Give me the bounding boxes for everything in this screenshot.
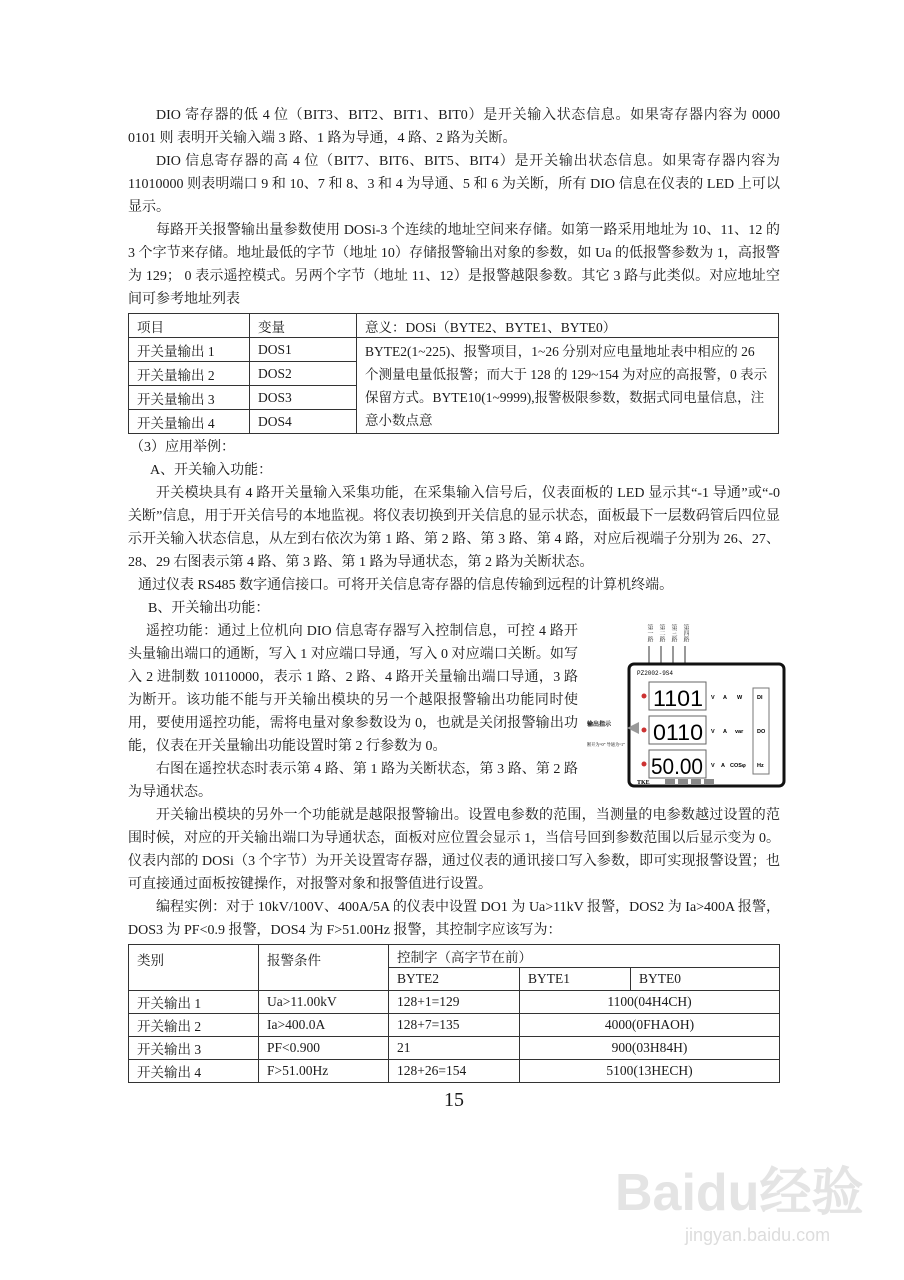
cell: 开关量输出 2 (129, 362, 250, 386)
header-cell: 控制字（高字节在前） (389, 945, 780, 968)
paragraph-alarm-output: 开关输出模块的另外一个功能就是越限报警输出。设置电参数的范围，当测量的电参数越过设置的范围时候，对应的开关输出端口为导通状态，面板对应位置会显示 1，当信号回到参数范围以后显示变为 0。仪表内部的 DOSi（3 个字节）为开关设置寄存器，通过仪表的通讯接口写入参数，即可实现报警设置；也可直接通过面板按键操作，对报警对象和报警值进行设置。 (128, 808, 780, 892)
display-value: 0110 (653, 720, 703, 745)
header-cell: BYTE2 (389, 968, 520, 991)
header-cell: BYTE1 (520, 968, 631, 991)
paragraph-remote-control: 遥控功能：通过上位机向 DIO 信息寄存器写入控制信息，可控 4 路开头量输出端口的通断，写入 1 对应端口导通，写入 0 对应端口关断。如写入 2 进制数 10110000，表示 1 路、2 路、4 路开关量输出端口导通，3 路为断开。该功能不能与开关输出模块的另一个越限报警输出功能同时使用，要使用遥控功能，需将电量对象参数设为 0，也就是关闭报警输出功能，仪表在开关量输出功能设置时第 2 行参数为 0。 (128, 624, 578, 754)
output-indicator-note: 断开为“0” 导通为“1” (587, 742, 628, 747)
svg-text:V: V (711, 763, 715, 769)
table-row: 开关输出 3 PF<0.900 21 900(03H84H) (129, 1037, 780, 1060)
paragraph-rs485: 通过仪表 RS485 数字通信接口。可将开关信息寄存器的信息传输到远程的计算机终端。 (138, 578, 674, 593)
control-word-table (128, 944, 780, 1083)
svg-text:V: V (711, 695, 715, 701)
header-cell: BYTE0 (631, 968, 780, 991)
svg-text:Hz: Hz (757, 763, 764, 769)
svg-text:A: A (723, 729, 727, 735)
header-cell: 意义：DOSi（BYTE2、BYTE1、BYTE0） (357, 314, 779, 338)
cell: DOS3 (250, 386, 357, 410)
meter-brand: TKE (637, 780, 650, 786)
section-heading-3: （3）应用举例： (130, 440, 235, 455)
channel-label: 第二路 (658, 624, 664, 642)
meter-model: PZ2002-9S4 (637, 670, 674, 677)
cell: 开关量输出 4 (129, 410, 250, 434)
svg-text:DI: DI (757, 695, 763, 701)
svg-text:var: var (735, 729, 744, 735)
table-row: 开关输出 2 Ia>400.0A 128+7=135 4000(0FHAOH) (129, 1014, 780, 1037)
channel-labels (646, 623, 689, 643)
cell: 开关量输出 1 (129, 338, 250, 362)
address-table (128, 313, 779, 434)
display-value: 1101 (653, 686, 703, 711)
header-cell: 项目 (129, 314, 250, 338)
svg-text:A: A (721, 763, 725, 769)
cell: DOS1 (250, 338, 357, 362)
cell: 开关量输出 3 (129, 386, 250, 410)
watermark-url: jingyan.baidu.com (685, 1225, 831, 1245)
table-row (129, 338, 779, 362)
svg-text:A: A (723, 695, 727, 701)
channel-label: 第三路 (670, 624, 676, 642)
output-indicator-label: 输出指示 (587, 722, 612, 728)
table-header-row (129, 945, 780, 968)
paragraph-switch-input: 开关模块具有 4 路开关量输入采集功能，在采集输入信号后，仪表面板的 LED 显示其“-1 导通”或“-0 关断”信息，用于开关信号的本地监视。将仪表切换到开关信息的显示状态，面板最下一层数码管后四位显示开关输入状态信息，从左到右依次为第 1 路、第 2 路、第 3 路、第 4 路，对应后视端子分别为 26、27、28、29 右图表示第 4 路、第 3 路、第 1 路为导通状态，第 2 路为关断状态。 (128, 486, 780, 570)
svg-text:COSφ: COSφ (730, 763, 746, 769)
section-heading-b: B、开关输出功能： (148, 601, 270, 616)
table-row: 开关输出 4 F>51.00Hz 128+26=154 5100(13HECH) (129, 1060, 780, 1083)
header-cell: 报警条件 (259, 945, 389, 991)
meter-panel-figure (585, 622, 790, 790)
paragraph-dio-high-bits: DIO 信息寄存器的高 4 位（BIT7、BIT6、BIT5、BIT4）是开关输出状态信息。如果寄存器内容为 11010000 则表明端口 9 和 10、7 和 8、3 和 4 为导通、5 和 6 为关断，所有 DIO 信息在仪表的 LED 上可以显示。 (128, 154, 780, 215)
cell: DOS4 (250, 410, 357, 434)
page-number: 15 (444, 1089, 464, 1111)
channel-label: 第一路 (646, 624, 652, 642)
header-cell: 类别 (129, 945, 259, 991)
paragraph-dos-storage: 每路开关报警输出量参数使用 DOSi-3 个连续的地址空间来存储。如第一路采用地址为 10、11、12 的 3 个字节来存储。地址最低的字节（地址 10）存储报警输出对象的参数，如 Ua 的低报警参数为 1，高报警为 129； 0 表示遥控模式。另两个字节（地址 11、12）是报警越限参数。其它 3 路与此类似。对应地址空间可参考地址列表 (128, 223, 780, 307)
baidu-watermark (615, 1150, 895, 1250)
table-header-row (129, 314, 779, 338)
table-row: 开关输出 1 Ua>11.00kV 128+1=129 1100(04H4CH) (129, 991, 780, 1014)
document-body (128, 104, 780, 1113)
watermark-logo: Baidu经验 (615, 1164, 864, 1222)
paragraph-programming-example: 编程实例：对于 10kV/100V、400A/5A 的仪表中设置 DO1 为 Ua>11kV 报警，DOS2 为 Ia>400A 报警，DOS3 为 PF<0.9 报警，DOS4 为 F>51.00Hz 报警，其控制字应该写为： (128, 900, 780, 938)
paragraph-figure-note: 右图在遥控状态时表示第 4 路、第 1 路为关断状态，第 3 路、第 2 路为导通状态。 (128, 762, 578, 800)
svg-text:W: W (737, 695, 743, 701)
meaning-cell: BYTE2(1~225)、报警项目，1~26 分别对应电量地址表中相应的 26 个测量电量低报警；而大于 128 的 129~154 为对应的高报警，0 表示保留方式。BYTE10(1~9999),报警极限参数，数据式同电量信息，注意小数点意 (357, 338, 779, 434)
channel-label: 第四路 (682, 624, 688, 642)
header-cell: 变量 (250, 314, 357, 338)
remote-control-section (128, 620, 780, 804)
cell: DOS2 (250, 362, 357, 386)
svg-text:DO: DO (757, 729, 766, 735)
display-value: 50.00 (651, 754, 703, 779)
svg-text:V: V (711, 729, 715, 735)
paragraph-dio-low-bits: DIO 寄存器的低 4 位（BIT3、BIT2、BIT1、BIT0）是开关输入状态信息。如果寄存器内容为 0000 0101 则 表明开关输入端 3 路、1 路为导通，4 路、2 路为关断。 (128, 108, 780, 146)
section-heading-a: A、开关输入功能： (150, 463, 273, 478)
